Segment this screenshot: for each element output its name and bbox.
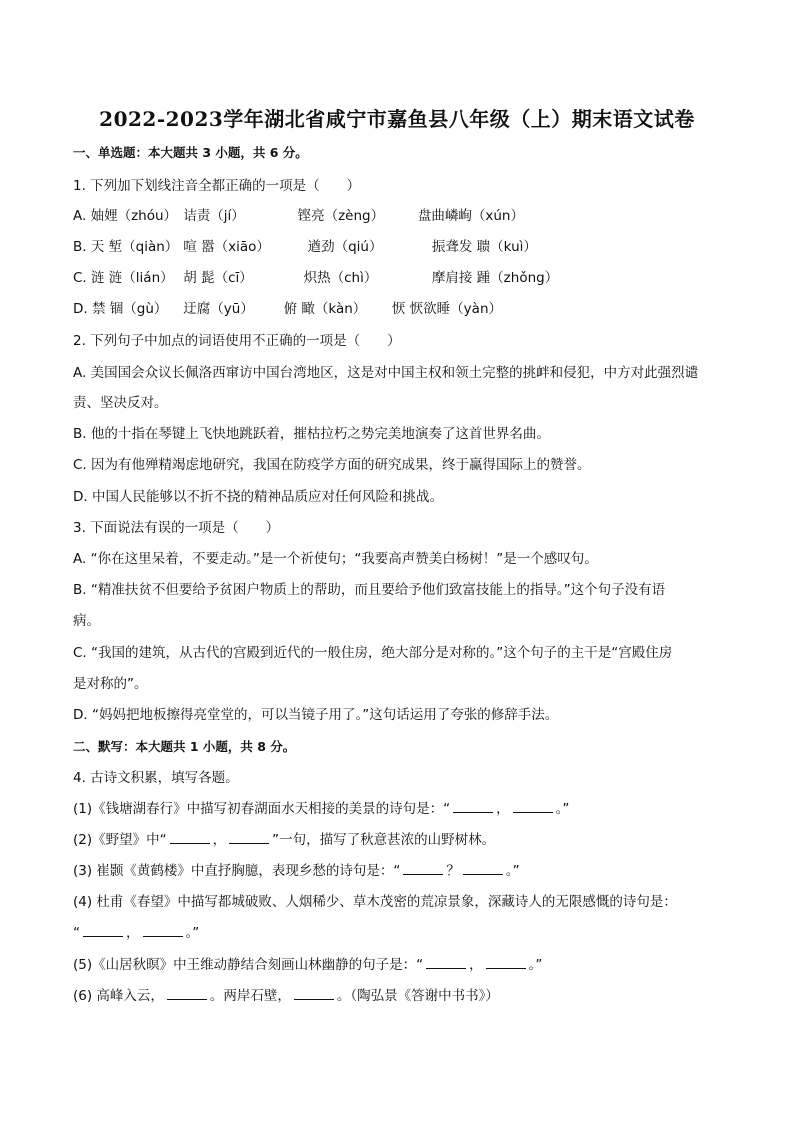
q4-sub5: (5)《山居秋暝》中王维动静结合刻画山林幽静的句子是：“ ， 。” bbox=[73, 957, 543, 973]
q1-b-4: 振聋发 聩（kuì） bbox=[431, 239, 537, 255]
q1-c-4: 摩肩接 踵（zhǒng） bbox=[431, 270, 559, 286]
answer-blank[interactable] bbox=[463, 862, 503, 875]
q1-option-c bbox=[73, 268, 734, 288]
q2-option-b: B. 他的十指在琴键上飞快地跳跃着，摧枯拉朽之势完美地演奏了这首世界名曲。 bbox=[73, 426, 550, 442]
answer-blank[interactable] bbox=[453, 800, 493, 813]
answer-blank[interactable] bbox=[170, 831, 210, 844]
q1-b-1: B. 天 堑（qiàn） bbox=[73, 239, 179, 255]
q1-option-b bbox=[73, 237, 734, 257]
q1-a-4: 盘曲嶙峋（xún） bbox=[417, 208, 524, 224]
q4-sub1: (1)《钱塘湖春行》中描写初春湖面水天相接的美景的诗句是：“ ， 。” bbox=[73, 801, 570, 817]
q2-option-a-line2: 责、坚决反对。 bbox=[73, 395, 168, 411]
q1-b-2: 喧 嚣（xiāo） bbox=[183, 239, 270, 255]
q3-option-b-line1: B. “精准扶贫不但要给予贫困户物质上的帮助，而且要给予他们致富技能上的指导。”这个句子没有语 bbox=[73, 582, 666, 598]
q4-sub6: (6) 高峰入云， 。两岸石壁， 。（陶弘景《答谢中书书》） bbox=[73, 988, 499, 1004]
q1-d-4: 恹 恹欲睡（yàn） bbox=[391, 301, 502, 317]
q1-stem: 1. 下列加下划线注音全都正确的一项是（ ） bbox=[73, 178, 361, 194]
q1-option-a bbox=[73, 206, 734, 226]
q4-sub2: (2)《野望》中“ ， ”一句，描写了秋意甚浓的山野树林。 bbox=[73, 832, 496, 848]
section1-heading: 一、单选题：本大题共 3 小题，共 6 分。 bbox=[73, 145, 308, 160]
q1-d-1: D. 禁 锢（gù） bbox=[73, 301, 168, 317]
q3-option-a: A. “你在这里呆着，不要走动。”是一个祈使句；“我要高声赞美白杨树！”是一个感叹句。 bbox=[73, 551, 598, 567]
answer-blank[interactable] bbox=[513, 800, 553, 813]
q4-sub3: (3) 崔颢《黄鹤楼》中直抒胸臆，表现乡愁的诗句是：“ ？ 。” bbox=[73, 863, 520, 879]
q1-c-3: 炽热（chì） bbox=[303, 270, 378, 286]
page-title: 2022-2023学年湖北省咸宁市嘉鱼县八年级（上）期末语文试卷 bbox=[99, 107, 695, 131]
q3-option-b-line2: 病。 bbox=[73, 613, 100, 629]
q3-option-c-line1: C. “我国的建筑，从古代的宫殿到近代的一般住房，绝大部分是对称的。”这个句子的主干是“宫殿住房 bbox=[73, 645, 673, 661]
q1-d-3: 俯 瞰（kàn） bbox=[283, 301, 367, 317]
answer-blank[interactable] bbox=[167, 987, 207, 1000]
q2-option-d: D. 中国人民能够以不折不挠的精神品质应对任何风险和挑战。 bbox=[73, 489, 443, 505]
q3-option-d: D. “妈妈把地板擦得亮堂堂的，可以当镜子用了。”这句话运用了夸张的修辞手法。 bbox=[73, 707, 559, 723]
q1-a-2: 诘责（jí） bbox=[183, 208, 245, 224]
answer-blank[interactable] bbox=[486, 956, 526, 969]
q4-sub4-line1: (4) 杜甫《春望》中描写都城破败、人烟稀少、草木茂密的荒凉景象，深藏诗人的无限感慨的诗句是： bbox=[73, 894, 677, 910]
q1-c-2: 胡 髭（cī） bbox=[183, 270, 253, 286]
q1-a-1: A. 妯娌（zhóu） bbox=[73, 208, 178, 224]
q1-c-1: C. 涟 涟（lián） bbox=[73, 270, 174, 286]
answer-blank[interactable] bbox=[143, 924, 183, 937]
q4-sub4-line2: “ ， 。” bbox=[73, 925, 200, 941]
answer-blank[interactable] bbox=[426, 956, 466, 969]
q2-option-a-line1: A. 美国国会众议长佩洛西窜访中国台湾地区，这是对中国主权和领土完整的挑衅和侵犯，中方对此强烈谴 bbox=[73, 365, 699, 381]
answer-blank[interactable] bbox=[83, 924, 123, 937]
q2-stem: 2. 下列句子中加点的词语使用不正确的一项是（ ） bbox=[73, 333, 401, 349]
q1-d-2: 迂腐（yū） bbox=[183, 301, 254, 317]
answer-blank[interactable] bbox=[403, 862, 443, 875]
section2-heading: 二、默写：本大题共 1 小题，共 8 分。 bbox=[73, 739, 296, 754]
q1-option-d bbox=[73, 299, 734, 319]
q3-option-c-line2: 是对称的”。 bbox=[73, 676, 148, 692]
q3-stem: 3. 下面说法有误的一项是（ ） bbox=[73, 520, 280, 536]
q2-option-c: C. 因为有他殚精竭虑地研究，我国在防疫学方面的研究成果，终于赢得国际上的赞誉。 bbox=[73, 457, 591, 473]
q4-stem: 4. 古诗文积累，填写各题。 bbox=[73, 770, 239, 786]
answer-blank[interactable] bbox=[294, 987, 334, 1000]
q1-b-3: 遒劲（qiú） bbox=[307, 239, 383, 255]
q1-a-3: 铿亮（zèng） bbox=[297, 208, 385, 224]
answer-blank[interactable] bbox=[229, 831, 269, 844]
